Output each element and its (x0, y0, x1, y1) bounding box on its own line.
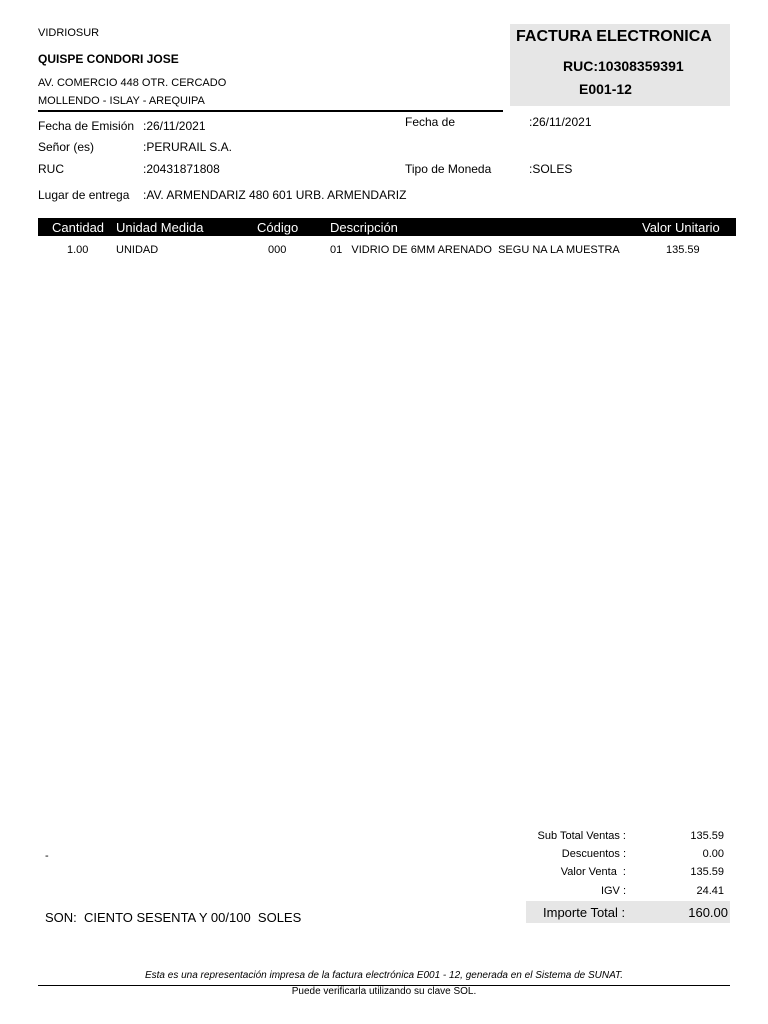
issuer-ruc: RUC:10308359391 (563, 58, 684, 74)
senor-value: :PERURAIL S.A. (143, 140, 232, 154)
amount-in-words: SON: CIENTO SESENTA Y 00/100 SOLES (45, 910, 302, 925)
cell-cantidad: 1.00 (67, 244, 89, 256)
senor-label: Señor (es) (38, 140, 95, 154)
footer-disclaimer: Esta es una representación impresa de la factura electrónica E001 - 12, generada en el Sistema de SUNAT. (144, 970, 624, 981)
header-divider (38, 110, 503, 112)
document-title: FACTURA ELECTRONICA (516, 28, 712, 45)
valor-venta-label: Valor Venta : (560, 866, 626, 878)
igv-label: IGV : (600, 885, 626, 897)
importe-total-label: Importe Total : (543, 905, 626, 920)
descuentos-value: 0.00 (702, 848, 724, 860)
issuer-address-line2: MOLLENDO - ISLAY - AREQUIPA (38, 95, 205, 107)
lugar-value: :AV. ARMENDARIZ 480 601 URB. ARMENDARIZ (143, 188, 407, 202)
ruc-value: :20431871808 (143, 162, 220, 176)
cell-descripcion: 01 VIDRIO DE 6MM ARENADO SEGU NA LA MUESTRA (330, 244, 620, 256)
moneda-value: :SOLES (529, 162, 573, 176)
cell-codigo: 000 (268, 244, 287, 256)
cell-valor-unitario: 135.59 (666, 244, 700, 256)
document-number: E001-12 (579, 81, 632, 97)
footer-verification: Puede verificarla utilizando su clave SOL. (291, 986, 477, 997)
importe-total-value: 160.00 (688, 905, 728, 920)
subtotal-value: 135.59 (690, 830, 724, 842)
moneda-label: Tipo de Moneda (405, 162, 492, 176)
header-cantidad: Cantidad (52, 220, 105, 235)
header-descripcion: Descripción (330, 220, 398, 235)
subtotal-label: Sub Total Ventas : (537, 830, 626, 842)
cell-unidad: UNIDAD (116, 244, 159, 256)
fecha-label: Fecha de (405, 115, 456, 129)
header-valor-unitario: Valor Unitario (642, 220, 720, 235)
lugar-label: Lugar de entrega (38, 188, 130, 202)
header-codigo: Código (257, 220, 299, 235)
emision-value: :26/11/2021 (143, 119, 206, 133)
items-table-header (38, 218, 736, 236)
observation-dash: - (45, 850, 49, 862)
descuentos-label: Descuentos : (561, 848, 626, 860)
valor-venta-value: 135.59 (690, 866, 724, 878)
header-unidad: Unidad Medida (116, 220, 204, 235)
issuer-name: QUISPE CONDORI JOSE (38, 52, 179, 66)
emision-label: Fecha de Emisión (38, 119, 135, 133)
ruc-label: RUC (38, 162, 64, 176)
issuer-trade-name: VIDRIOSUR (38, 27, 100, 39)
fecha-value: :26/11/2021 (529, 115, 592, 129)
igv-value: 24.41 (696, 885, 724, 897)
issuer-address-line1: AV. COMERCIO 448 OTR. CERCADO (38, 77, 227, 89)
